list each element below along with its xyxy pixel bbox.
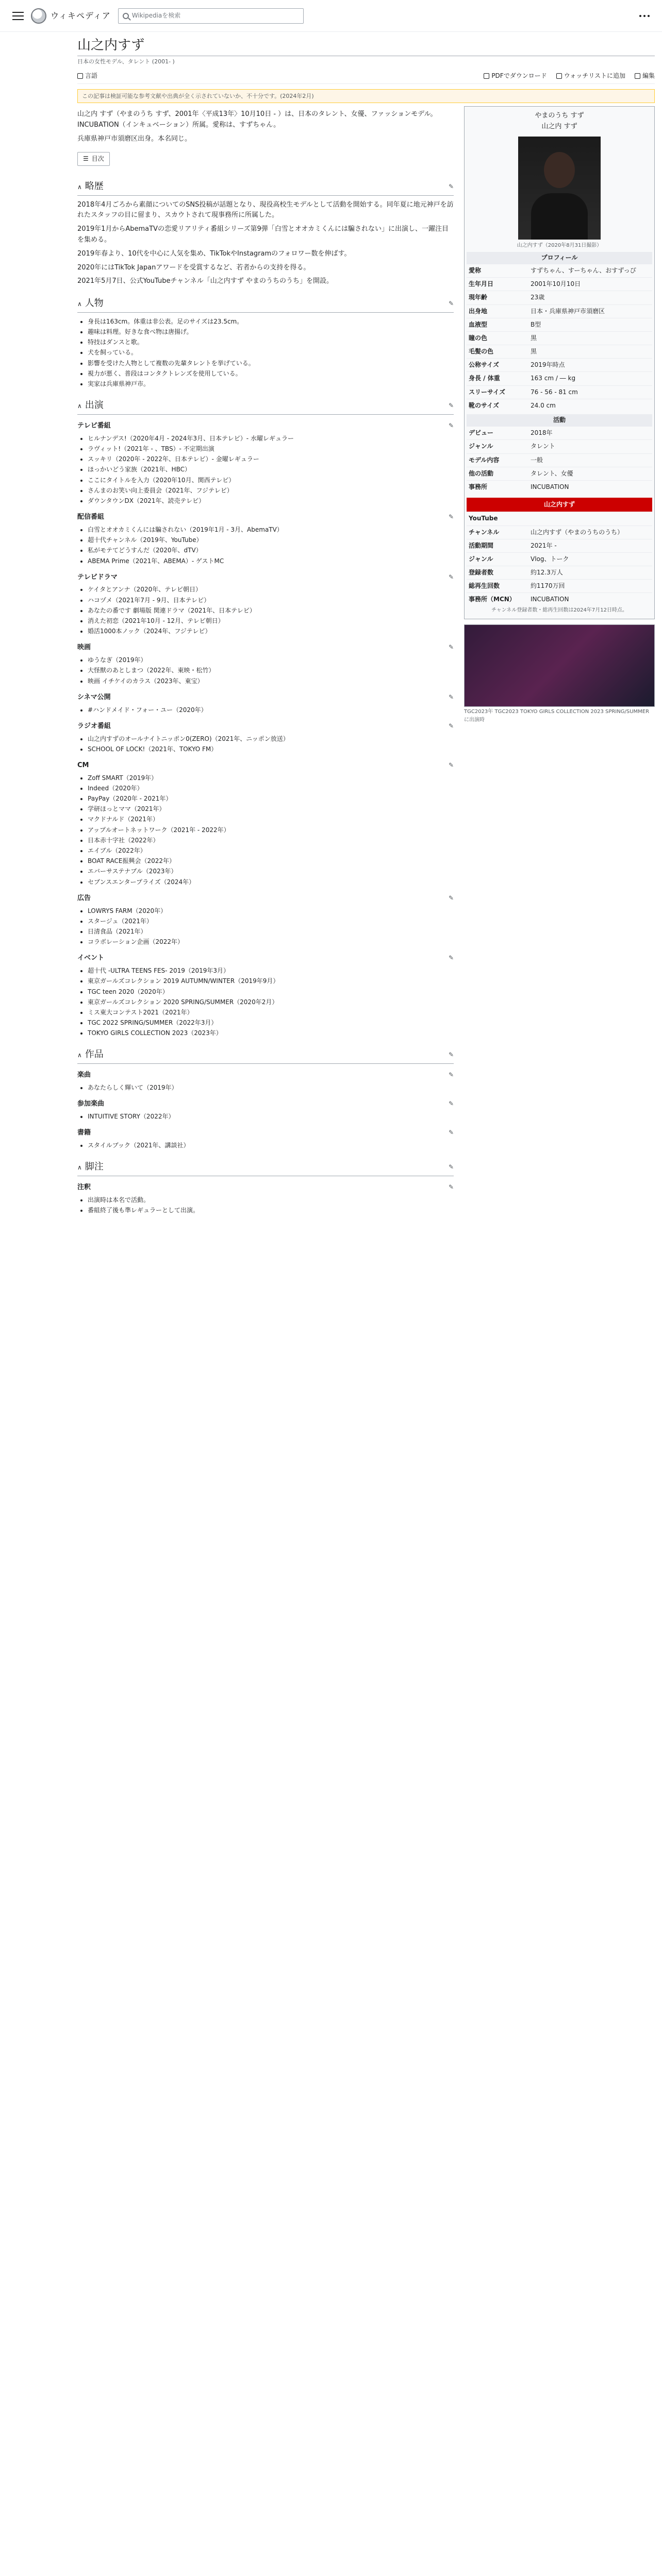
subsection-title: 配信番組 — [77, 513, 105, 521]
watchlist-button[interactable]: ウォッチリストに追加 — [556, 71, 625, 81]
portrait-caption: 山之内すず（2020年8月31日撮影） — [517, 242, 602, 248]
section-title: ∧ 脚注 — [77, 1161, 104, 1173]
language-icon — [77, 73, 83, 79]
infobox-row — [467, 345, 652, 358]
infobox-row — [467, 566, 652, 579]
subsection-heading — [77, 512, 454, 523]
list-item: • 影響を受けた人物として複数の先輩タレントを挙げている。 — [88, 359, 454, 368]
infobox-name: やまのうち すず 山之内 すず — [535, 112, 584, 130]
list-item: • あなたらしく輝いて（2019年） — [88, 1083, 454, 1093]
edit-subsection-icon[interactable]: ✎ — [448, 1129, 454, 1137]
menu-icon[interactable] — [12, 12, 24, 20]
infobox-value: 一般 — [531, 456, 543, 464]
infobox — [464, 106, 655, 619]
edit-subsection-icon[interactable]: ✎ — [448, 894, 454, 902]
bullet-list — [77, 705, 454, 715]
list-item: • 私がモテてどうすんだ（2020年、dTV） — [88, 546, 454, 555]
infobox-key: 愛称 — [469, 266, 482, 274]
subsection-title: 書籍 — [77, 1129, 91, 1137]
edit-subsection-icon[interactable]: ✎ — [448, 693, 454, 701]
list-item: • LOWRYS FARM（2020年） — [88, 906, 454, 916]
bullet-list — [77, 585, 454, 636]
youtube-header: 山之内すず — [467, 498, 652, 512]
subsection-heading — [77, 692, 454, 703]
list-item: • PayPay（2020年 - 2021年） — [88, 794, 454, 804]
infobox-key: 登録者数 — [469, 569, 494, 577]
search-placeholder: Wikipediaを検索 — [131, 11, 181, 19]
page-title: 山之内すず — [77, 37, 655, 56]
list-item: • 犬を飼っている。 — [88, 348, 454, 358]
infobox-value: INCUBATION — [531, 596, 569, 603]
list-item: • 番組終了後も準レギュラーとして出演。 — [88, 1206, 454, 1215]
subsection-heading — [77, 953, 454, 964]
infobox-value: すずちゃん、すーちゃん、おすずっぴ — [531, 266, 636, 274]
wikipedia-globe-icon — [31, 8, 46, 24]
infobox-row — [467, 277, 652, 291]
list-item: • ほっかいどう家族（2021年、HBC） — [88, 465, 454, 474]
activity-header: 活動 — [467, 414, 652, 426]
infobox-key: デビュー — [469, 429, 494, 437]
infobox-row — [467, 399, 652, 412]
list-item: • ゆうなぎ（2019年） — [88, 655, 454, 665]
chevron-down-icon[interactable]: ∧ — [77, 183, 82, 191]
subsection-heading — [77, 421, 454, 432]
list-item: • ケイタとアンナ（2020年、テレビ朝日） — [88, 585, 454, 595]
bullet-list — [77, 317, 454, 389]
infobox-key: 現年齢 — [469, 294, 488, 301]
list-item: • 東京ガールズコレクション 2019 AUTUMN/WINTER（2019年9月） — [88, 976, 454, 986]
infobox-value: 約1170万回 — [531, 582, 565, 590]
list-item: • 視力が悪く、普段はコンタクトレンズを使用している。 — [88, 369, 454, 379]
logo-text: ウィキペディア — [51, 10, 111, 21]
list-item: • BOAT RACE振興会（2022年） — [88, 856, 454, 866]
sidebar-column — [464, 106, 655, 1216]
subsection-heading — [77, 893, 454, 904]
infobox-key: ジャンル — [469, 555, 493, 563]
list-item: • 白雪とオオカミくんには騙されない（2019年1月 - 3月、AbemaTV） — [88, 525, 454, 535]
site-header — [0, 0, 662, 32]
infobox-value: タレント、女優 — [531, 469, 573, 477]
subsection-title: 映画 — [77, 643, 91, 652]
list-item: • 山之内すずのオールナイトニッポン0(ZERO)（2021年、ニッポン放送） — [88, 734, 454, 744]
infobox-key: YouTube — [469, 515, 498, 522]
activity-rows — [467, 426, 652, 494]
list-item: • アップルオートネットワーク（2021年 - 2022年） — [88, 825, 454, 835]
list-item: • 日本赤十字社（2022年） — [88, 836, 454, 845]
list-item: • ミス東大コンテスト2021（2021年） — [88, 1008, 454, 1018]
section-title: ∧ 略歴 — [77, 180, 104, 192]
list-item: • さんまのお笑い向上委員会（2021年、フジテレビ） — [88, 486, 454, 496]
infobox-row — [467, 371, 652, 385]
edit-subsection-icon[interactable]: ✎ — [448, 513, 454, 521]
list-item: • TOKYO GIRLS COLLECTION 2023（2023年） — [88, 1028, 454, 1038]
list-item: • スッキリ（2020年 - 2022年、日本テレビ）- 金曜レギュラー — [88, 454, 454, 464]
language-button[interactable]: 言語 — [77, 71, 97, 81]
youtube-note: チャンネル登録者数・総再生回数は2024年7月12日時点。 — [491, 607, 627, 613]
infobox-key: ジャンル — [469, 443, 493, 450]
infobox-key: 公称サイズ — [469, 361, 500, 369]
infobox-row — [467, 526, 652, 539]
infobox-row — [467, 331, 652, 345]
subsection-heading — [77, 1070, 454, 1081]
infobox-key: 他の活動 — [469, 469, 494, 477]
list-item: • セブンスエンタープライズ（2024年） — [88, 877, 454, 887]
list-item: • 学研ほっとママ（2021年） — [88, 804, 454, 814]
infobox-row — [467, 291, 652, 304]
infobox-value: Vlog、トーク — [531, 555, 569, 563]
subsection-heading — [77, 1128, 454, 1139]
bullet-list — [77, 1195, 454, 1215]
infobox-row — [467, 480, 652, 494]
bullet-list — [77, 1112, 454, 1122]
infobox-row — [467, 539, 652, 552]
infobox-row — [467, 264, 652, 277]
list-item: • 超十代 -ULTRA TEENS FES- 2019（2019年3月） — [88, 966, 454, 976]
section-heading[interactable] — [77, 398, 454, 415]
subsection-title: ラジオ番組 — [77, 722, 111, 730]
edit-section-icon[interactable]: ✎ — [448, 299, 454, 307]
hatnote: この記事は検証可能な参考文献や出典が全く示されていないか、不十分です。(2024年2月) — [77, 89, 655, 104]
section-heading[interactable] — [77, 179, 454, 196]
portrait-image[interactable] — [518, 137, 601, 240]
edit-section-icon[interactable]: ✎ — [448, 182, 454, 190]
chevron-down-icon[interactable]: ∧ — [77, 1052, 82, 1059]
section-title: ∧ 人物 — [77, 298, 104, 309]
edit-subsection-icon[interactable]: ✎ — [448, 722, 454, 730]
list-item: • スタージュ（2021年） — [88, 917, 454, 926]
edit-section-icon[interactable]: ✎ — [448, 1163, 454, 1171]
bullet-list — [77, 773, 454, 887]
list-item: • 身長は163cm。体重は非公表。足のサイズは23.5cm。 — [88, 317, 454, 327]
bullet-list — [77, 1083, 454, 1093]
edit-subsection-icon[interactable]: ✎ — [448, 643, 454, 651]
paragraph: 2020年にはTikTok Japanアワードを受賞するなど、若者からの支持を得る。 — [77, 263, 310, 272]
event-image[interactable] — [464, 624, 655, 707]
edit-subsection-icon[interactable]: ✎ — [448, 1071, 454, 1079]
infobox-key: モデル内容 — [469, 456, 500, 464]
list-item: • あなたの番です 劇場版 関連ドラマ（2021年、日本テレビ） — [88, 606, 454, 616]
infobox-row — [467, 358, 652, 371]
list-item: • エバーサステナブル（2023年） — [88, 867, 454, 876]
infobox-row — [467, 304, 652, 318]
chevron-down-icon[interactable]: ∧ — [77, 1164, 82, 1172]
list-item: • スタイルブック（2021年、講談社） — [88, 1141, 454, 1150]
subsection-heading — [77, 642, 454, 653]
download-icon — [484, 73, 489, 79]
list-item: • INTUITIVE STORY（2022年） — [88, 1112, 454, 1122]
section-title: ∧ 出演 — [77, 400, 104, 411]
infobox-row — [467, 453, 652, 467]
bullet-list — [77, 734, 454, 754]
more-icon[interactable] — [639, 15, 650, 17]
list-item: • 特技はダンスと歌。 — [88, 337, 454, 347]
infobox-row — [467, 512, 652, 525]
paragraph: 2019年春より、10代を中心に人気を集め、TikTokやInstagramのフォロワー数を伸ばす。 — [77, 249, 351, 258]
infobox-value: 黒 — [531, 334, 537, 342]
page-tagline: 日本の女性モデル、タレント (2001- ) — [77, 58, 175, 65]
infobox-row — [467, 579, 652, 592]
search-icon — [123, 13, 129, 19]
list-item: • #ハンドメイド・フォー・ユー（2020年） — [88, 705, 454, 715]
edit-subsection-icon[interactable]: ✎ — [448, 954, 454, 962]
subsection-title: 広告 — [77, 894, 91, 902]
infobox-value: 24.0 cm — [531, 401, 556, 409]
event-caption: TGC2023年 TGC2023 TOKYO GIRLS COLLECTION 2023 SPRING/SUMMER に出演時 — [464, 708, 650, 723]
infobox-value: 約12.3万人 — [531, 569, 563, 577]
infobox-value: INCUBATION — [531, 483, 569, 490]
list-item: • 婚活1000本ノック（2024年、フジテレビ） — [88, 626, 454, 636]
list-item: • 実家は兵庫県神戸市。 — [88, 379, 454, 389]
list-item: • ラヴィット!（2021年 - 、TBS）- 不定期出演 — [88, 444, 454, 454]
youtube-rows — [467, 512, 652, 606]
infobox-row — [467, 426, 652, 439]
subsection-title: シネマ公開 — [77, 693, 111, 701]
infobox-value: 2001年10月10日 — [531, 280, 581, 288]
edit-subsection-icon[interactable]: ✎ — [448, 1100, 454, 1108]
list-item: • コラボレーション企画（2022年） — [88, 937, 454, 947]
infobox-value: タレント — [531, 443, 555, 450]
infobox-key: 靴のサイズ — [469, 401, 500, 409]
edit-subsection-icon[interactable]: ✎ — [448, 1183, 454, 1191]
infobox-key: 血液型 — [469, 320, 488, 328]
search-input[interactable] — [118, 8, 304, 24]
bullet-list — [77, 525, 454, 566]
infobox-key: スリーサイズ — [469, 388, 506, 396]
infobox-row — [467, 552, 652, 566]
main-content — [77, 37, 655, 1216]
pdf-download-button[interactable]: PDFでダウンロード — [484, 71, 547, 81]
infobox-key: 毛髪の色 — [469, 348, 494, 355]
infobox-row — [467, 318, 652, 331]
chevron-down-icon[interactable]: ∧ — [77, 300, 82, 308]
infobox-value: 23歳 — [531, 294, 545, 301]
infobox-key: 出身地 — [469, 307, 488, 315]
edit-section-icon[interactable]: ✎ — [448, 1051, 454, 1059]
infobox-value: 日本・兵庫県神戸市須磨区 — [531, 307, 605, 315]
subsection-title: テレビ番組 — [77, 422, 111, 430]
list-item: • 出演時は本名で活動。 — [88, 1195, 454, 1205]
subsection-heading — [77, 760, 454, 771]
list-item: • 趣味は料理。好きな食べ物は唐揚げ。 — [88, 327, 454, 337]
bullet-list — [77, 655, 454, 686]
list-item: • 東京ガールズコレクション 2020 SPRING/SUMMER（2020年2月） — [88, 997, 454, 1007]
list-item: • 消えた初恋（2021年10月 - 12月、テレビ朝日） — [88, 616, 454, 626]
lead-paragraph: 山之内 すず（やまのうち すず、2001年〈平成13年〉10月10日 - ）は、日本のタレント、女優、ファッションモデル。INCUBATION（インキュベーション）所属。愛称は、すずちゃん。 — [77, 110, 437, 129]
list-item: • Zoff SMART（2019年） — [88, 773, 454, 783]
infobox-value: 163 cm / ― kg — [531, 375, 576, 382]
header-tools — [639, 15, 650, 17]
list-item: • ヒルナンデス!（2020年4月 - 2024年3月、日本テレビ）- 水曜レギュラー — [88, 434, 454, 444]
infobox-key: 活動期間 — [469, 541, 494, 549]
paragraph: 2019年1月からAbemaTVの恋愛リアリティ番組シリーズ第9弾「白雪とオオカミくんには騙されない」に出演し、一躍注目を集める。 — [77, 225, 449, 244]
infobox-key: 総再生回数 — [469, 582, 500, 590]
paragraph: 2018年4月ごろから素顔についてのSNS投稿が話題となり、現役高校生モデルとして活動を開始する。同年夏に地元神戸を訪れたスタッフの目に留まり、スカウトされて現事務所に所属した。 — [77, 200, 454, 219]
edit-subsection-icon[interactable]: ✎ — [448, 422, 454, 430]
infobox-key: 生年月日 — [469, 280, 494, 288]
subsection-title: イベント — [77, 954, 105, 962]
bullet-list — [77, 1141, 454, 1150]
subsection-heading — [77, 1182, 454, 1193]
infobox-key: 事務所（MCN） — [469, 596, 516, 603]
subsection-title: テレビドラマ — [77, 573, 118, 581]
infobox-value: B型 — [531, 320, 541, 328]
infobox-value: 2021年 - — [531, 541, 557, 549]
section-heading[interactable] — [77, 1047, 454, 1064]
list-item: • マクドナルド（2021年） — [88, 815, 454, 824]
list-item: • 大怪獣のあとしまつ（2022年、東映・松竹） — [88, 666, 454, 675]
infobox-row — [467, 467, 652, 480]
paragraph: 2021年5月7日、公式YouTubeチャンネル「山之内すず やまのうちのうち」を開設。 — [77, 277, 333, 285]
edit-section-icon[interactable]: ✎ — [448, 402, 454, 410]
article-body — [77, 106, 454, 1216]
list-icon: ☰ — [83, 155, 89, 162]
profile-header: プロフィール — [467, 252, 652, 264]
bullet-list — [77, 434, 454, 506]
list-item: • Indeed（2020年） — [88, 784, 454, 793]
bullet-list — [77, 966, 454, 1038]
infobox-value — [531, 514, 650, 523]
infobox-value: 2019年時点 — [531, 361, 565, 369]
subsection-title: CM — [77, 761, 89, 769]
subsection-heading — [77, 721, 454, 732]
list-item: • ダウンタウンDX（2021年、読売テレビ） — [88, 496, 454, 506]
infobox-value: 山之内すず（やまのうちのうち） — [531, 528, 624, 536]
section-heading[interactable] — [77, 1160, 454, 1176]
page-toolbar — [77, 69, 655, 83]
subsection-heading — [77, 572, 454, 583]
subsection-heading — [77, 1099, 454, 1110]
lead-section — [77, 109, 454, 144]
infobox-key: 身長 / 体重 — [469, 375, 500, 382]
section-heading[interactable] — [77, 296, 454, 313]
star-icon — [556, 73, 562, 79]
toc-toggle-button[interactable]: ☰ 目次 — [77, 152, 110, 166]
subsection-title: 楽曲 — [77, 1071, 91, 1079]
infobox-row — [467, 592, 652, 606]
infobox-row — [467, 439, 652, 453]
subsection-title: 参加楽曲 — [77, 1100, 105, 1108]
edit-subsection-icon[interactable]: ✎ — [448, 761, 454, 769]
subsection-title: 注釈 — [77, 1183, 91, 1191]
list-item: • TGC 2022 SPRING/SUMMER（2022年3月） — [88, 1018, 454, 1028]
list-item: • TGC teen 2020（2020年） — [88, 987, 454, 997]
infobox-value: 黒 — [531, 348, 537, 355]
list-item: • エイブル（2022年） — [88, 846, 454, 856]
list-item: • ここにタイトルを入力（2020年10月、関西テレビ） — [88, 476, 454, 485]
list-item: • 映画 イチケイのカラス（2023年、東宝） — [88, 676, 454, 686]
list-item: • 超十代チャンネル（2019年、YouTube） — [88, 535, 454, 545]
profile-rows — [467, 264, 652, 412]
infobox-key: 事務所 — [469, 483, 488, 490]
pencil-icon — [635, 73, 640, 79]
bullet-list — [77, 906, 454, 947]
infobox-key: チャンネル — [469, 528, 500, 536]
list-item: • 日清食品（2021年） — [88, 927, 454, 937]
section-title: ∧ 作品 — [77, 1049, 104, 1060]
sections-container — [77, 179, 454, 1215]
list-item: • ハコヅメ（2021年7月 - 9月、日本テレビ） — [88, 596, 454, 605]
infobox-key: 瞳の色 — [469, 334, 488, 342]
list-item: • ABEMA Prime（2021年、ABEMA）- ゲストMC — [88, 556, 454, 566]
infobox-value: 2018年 — [531, 429, 553, 437]
site-logo[interactable] — [31, 8, 111, 24]
chevron-down-icon[interactable]: ∧ — [77, 402, 82, 410]
edit-button[interactable]: 編集 — [635, 71, 655, 81]
infobox-value: 76 - 56 - 81 cm — [531, 388, 578, 396]
infobox-row — [467, 385, 652, 399]
lead-paragraph: 兵庫県神戸市須磨区出身。本名同じ。 — [77, 134, 192, 143]
edit-subsection-icon[interactable]: ✎ — [448, 573, 454, 581]
list-item: • SCHOOL OF LOCK!（2021年、TOKYO FM） — [88, 744, 454, 754]
